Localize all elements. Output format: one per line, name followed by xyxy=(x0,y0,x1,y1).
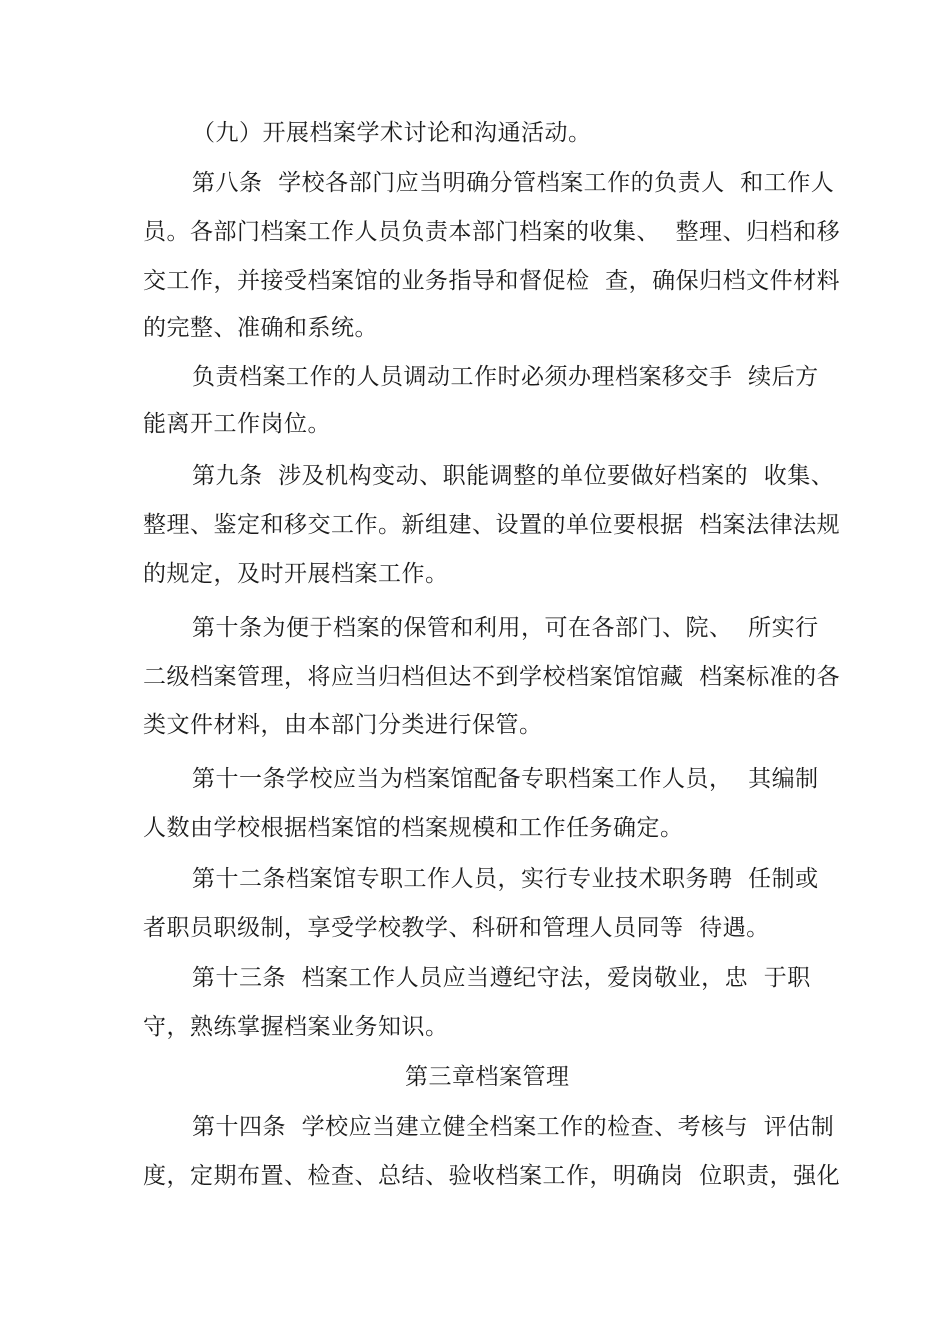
text-line: 第十条为便于档案的保管和利用，可在各部门、院、 所实行 xyxy=(192,615,819,641)
text-line: 交工作，并接受档案馆的业务指导和督促检 查，确保归档文件材料 xyxy=(143,268,841,294)
text-line: 的完整、准确和系统。 xyxy=(143,315,378,341)
text-line: 人数由学校根据档案馆的档案规模和工作任务确定。 xyxy=(143,815,684,841)
text-line: 第十一条学校应当为档案馆配备专职档案工作人员， 其编制 xyxy=(192,766,819,792)
text-line: 度，定期布置、检查、总结、验收档案工作，明确岗 位职责，强化 xyxy=(143,1163,841,1189)
text-line: 二级档案管理，将应当归档但达不到学校档案馆馆藏 档案标准的各 xyxy=(143,664,841,690)
text-line: 第九条 涉及机构变动、职能调整的单位要做好档案的 收集、 xyxy=(192,463,835,489)
text-line: 整理、鉴定和移交工作。新组建、设置的单位要根据 档案法律法规 xyxy=(143,512,841,538)
text-line: 第八条 学校各部门应当明确分管档案工作的负责人 和工作人 xyxy=(192,170,835,196)
text-line: （九）开展档案学术讨论和沟通活动。 xyxy=(192,120,592,146)
text-line: 守，熟练掌握档案业务知识。 xyxy=(143,1014,449,1040)
text-line: 第十三条 档案工作人员应当遵纪守法，爱岗敬业，忠 于职 xyxy=(192,965,811,991)
text-line: 负责档案工作的人员调动工作时必须办理档案移交手 续后方 xyxy=(192,364,819,390)
text-line: 者职员职级制，享受学校教学、科研和管理人员同等 待遇。 xyxy=(143,915,770,941)
text-line: 的规定，及时开展档案工作。 xyxy=(143,561,449,587)
chapter-heading: 第三章档案管理 xyxy=(405,1064,570,1090)
text-line: 第十四条 学校应当建立健全档案工作的检查、考核与 评估制 xyxy=(192,1114,835,1140)
text-line: 第十二条档案馆专职工作人员，实行专业技术职务聘 任制或 xyxy=(192,866,819,892)
text-line: 能离开工作岗位。 xyxy=(143,411,331,437)
text-line: 员。各部门档案工作人员负责本部门档案的收集、 整理、归档和移 xyxy=(143,219,841,245)
text-line: 类文件材料，由本部门分类进行保管。 xyxy=(143,712,543,738)
